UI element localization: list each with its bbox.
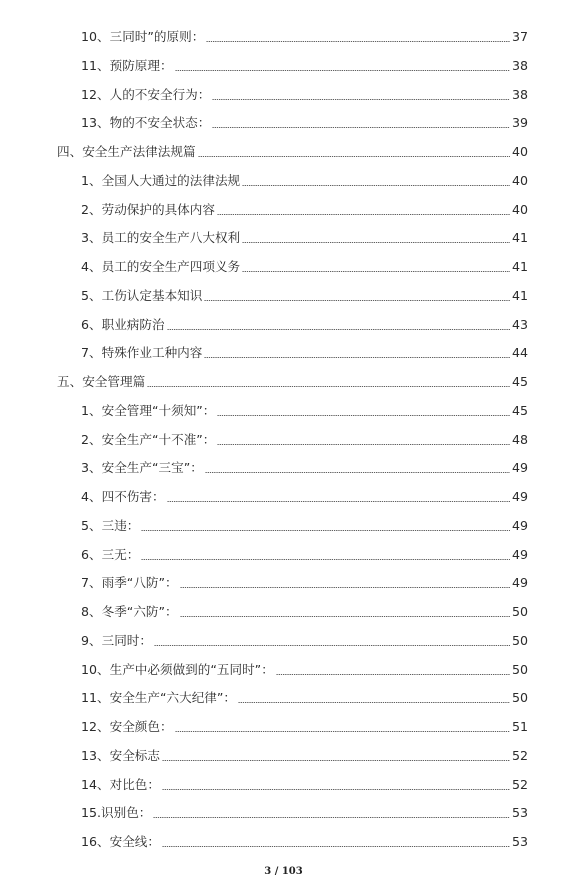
toc-entry-title: 14、对比色：	[81, 776, 160, 792]
toc-entry-title: 5、工伤认定基本知识	[81, 287, 203, 303]
toc-entry[interactable]	[81, 488, 528, 506]
dot-leader	[180, 587, 510, 588]
toc-entry-page-number: 53	[511, 805, 528, 821]
toc-entry-page-number: 53	[511, 834, 528, 849]
toc-entry-page-number: 45	[511, 402, 528, 418]
toc-entry-page-number: 44	[511, 345, 528, 361]
toc-entry[interactable]	[81, 229, 528, 247]
toc-entry-title: 8、冬季“六防”：	[81, 604, 178, 619]
dot-leader	[205, 472, 510, 473]
toc-entry-title: 5、三违：	[81, 517, 140, 533]
dot-leader	[212, 127, 510, 128]
dot-leader	[242, 242, 510, 243]
toc-entry-page-number: 50	[511, 604, 528, 619]
toc-entry[interactable]	[81, 431, 528, 449]
toc-entry-title: 12、安全颜色：	[81, 719, 173, 734]
toc-entry[interactable]	[81, 57, 528, 75]
dot-leader	[217, 415, 510, 416]
toc-entry-title: 4、员工的安全生产四项义务	[81, 259, 241, 274]
toc-entry-title: 3、安全生产“三宝”：	[81, 460, 203, 476]
toc-entry-title: 1、全国人大通过的法律法规	[81, 172, 241, 188]
dot-leader	[180, 616, 510, 617]
toc-entry-page-number: 50	[511, 632, 528, 648]
toc-entry-page-number: 49	[511, 546, 528, 562]
toc-entry-title: 9、三同时：	[81, 632, 152, 648]
toc-entry-page-number: 49	[511, 489, 528, 504]
toc-entry-title: 12、人的不安全行为：	[81, 86, 211, 102]
page-number: 3 / 103	[264, 866, 303, 877]
toc-entry[interactable]	[81, 632, 528, 650]
dot-leader	[242, 185, 510, 186]
toc-entry[interactable]	[81, 546, 528, 564]
toc-entry-title: 2、劳动保护的具体内容	[81, 201, 215, 217]
toc-entry[interactable]	[81, 402, 528, 420]
toc-entry-page-number: 52	[511, 776, 528, 792]
dot-leader	[242, 271, 510, 272]
toc-section-entry[interactable]	[57, 143, 528, 161]
dot-leader	[206, 41, 510, 42]
toc-entry-title: 五、安全管理篇	[57, 374, 146, 389]
dot-leader	[217, 444, 510, 445]
toc-entry-page-number: 40	[511, 144, 528, 159]
toc-entry[interactable]	[81, 747, 528, 765]
toc-entry[interactable]	[81, 718, 528, 736]
dot-leader	[204, 357, 510, 358]
toc-entry-page-number: 41	[511, 287, 528, 303]
toc-entry-page-number: 41	[511, 259, 528, 274]
dot-leader	[212, 99, 510, 100]
toc-entry-page-number: 38	[511, 57, 528, 73]
toc-entry-title: 7、特殊作业工种内容	[81, 345, 203, 361]
toc-entry[interactable]	[81, 172, 528, 190]
toc-entry-title: 6、职业病防治	[81, 316, 165, 332]
dot-leader	[141, 530, 510, 531]
toc-entry[interactable]	[81, 603, 528, 621]
dot-leader	[217, 214, 510, 215]
toc-entry-page-number: 41	[511, 230, 528, 246]
toc-entry[interactable]	[81, 804, 528, 822]
toc-entry-title: 16、安全线：	[81, 834, 160, 849]
toc-entry[interactable]	[81, 316, 528, 334]
toc-entry-page-number: 45	[511, 374, 528, 389]
toc-entry-title: 13、物的不安全状态：	[81, 115, 211, 131]
dot-leader	[141, 559, 510, 560]
toc-entry-page-number: 40	[511, 201, 528, 217]
toc-entry[interactable]	[81, 459, 528, 477]
toc-entry-title: 11、预防原理：	[81, 57, 173, 73]
toc-entry[interactable]	[81, 833, 528, 851]
dot-leader	[162, 760, 510, 761]
dot-leader	[167, 501, 510, 502]
toc-entry-page-number: 49	[511, 517, 528, 533]
toc-entry-page-number: 50	[511, 661, 528, 677]
toc-entry-title: 10、三同时”的原则：	[81, 29, 205, 44]
toc-entry[interactable]	[81, 201, 528, 219]
toc-entry-title: 1、安全管理“十须知”：	[81, 402, 216, 418]
toc-entry[interactable]	[81, 86, 528, 104]
toc-entry-title: 10、生产中必须做到的“五同时”：	[81, 661, 274, 677]
toc-entry[interactable]	[81, 28, 528, 46]
toc-entry-title: 6、三无：	[81, 546, 140, 562]
toc-entry[interactable]	[81, 344, 528, 362]
dot-leader	[154, 645, 510, 646]
dot-leader	[204, 300, 510, 301]
toc-entry-page-number: 38	[511, 86, 528, 102]
toc-entry-title: 7、雨季“八防”：	[81, 575, 178, 591]
toc-entry-title: 2、安全生产“十不准”：	[81, 431, 216, 447]
toc-entry-title: 4、四不伤害：	[81, 489, 165, 504]
toc-entry-page-number: 50	[511, 690, 528, 706]
toc-entry-page-number: 52	[511, 747, 528, 763]
dot-leader	[167, 329, 510, 330]
dot-leader	[198, 156, 510, 157]
toc-entry-page-number: 37	[511, 29, 528, 44]
toc-entry-page-number: 48	[511, 431, 528, 447]
toc-entry-page-number: 43	[511, 316, 528, 332]
toc-entry[interactable]	[81, 574, 528, 592]
dot-leader	[238, 702, 510, 703]
toc-entry[interactable]	[81, 661, 528, 679]
toc-entry[interactable]	[81, 258, 528, 276]
dot-leader	[162, 846, 510, 847]
toc-entry-title: 13、安全标志	[81, 747, 160, 763]
toc-entry-title: 3、员工的安全生产八大权利	[81, 230, 241, 246]
toc-entry-title: 四、安全生产法律法规篇	[57, 144, 196, 159]
toc-entry-page-number: 49	[511, 460, 528, 476]
dot-leader	[153, 817, 510, 818]
toc-entry[interactable]	[81, 517, 528, 535]
toc-section-entry[interactable]	[57, 373, 528, 391]
toc-entry[interactable]	[81, 114, 528, 132]
dot-leader	[162, 789, 510, 790]
dot-leader	[175, 731, 510, 732]
toc-entry-title: 15.识别色：	[81, 805, 152, 821]
toc-entry-page-number: 51	[511, 719, 528, 734]
dot-leader	[147, 386, 510, 387]
toc-entry-page-number: 39	[511, 115, 528, 131]
dot-leader	[276, 674, 510, 675]
toc-entry-page-number: 49	[511, 575, 528, 591]
toc-entry[interactable]	[81, 776, 528, 794]
toc-entry[interactable]	[81, 287, 528, 305]
dot-leader	[175, 70, 510, 71]
toc-entry-title: 11、安全生产“六大纪律”：	[81, 690, 237, 706]
toc-entry[interactable]	[81, 689, 528, 707]
toc-entry-page-number: 40	[511, 172, 528, 188]
